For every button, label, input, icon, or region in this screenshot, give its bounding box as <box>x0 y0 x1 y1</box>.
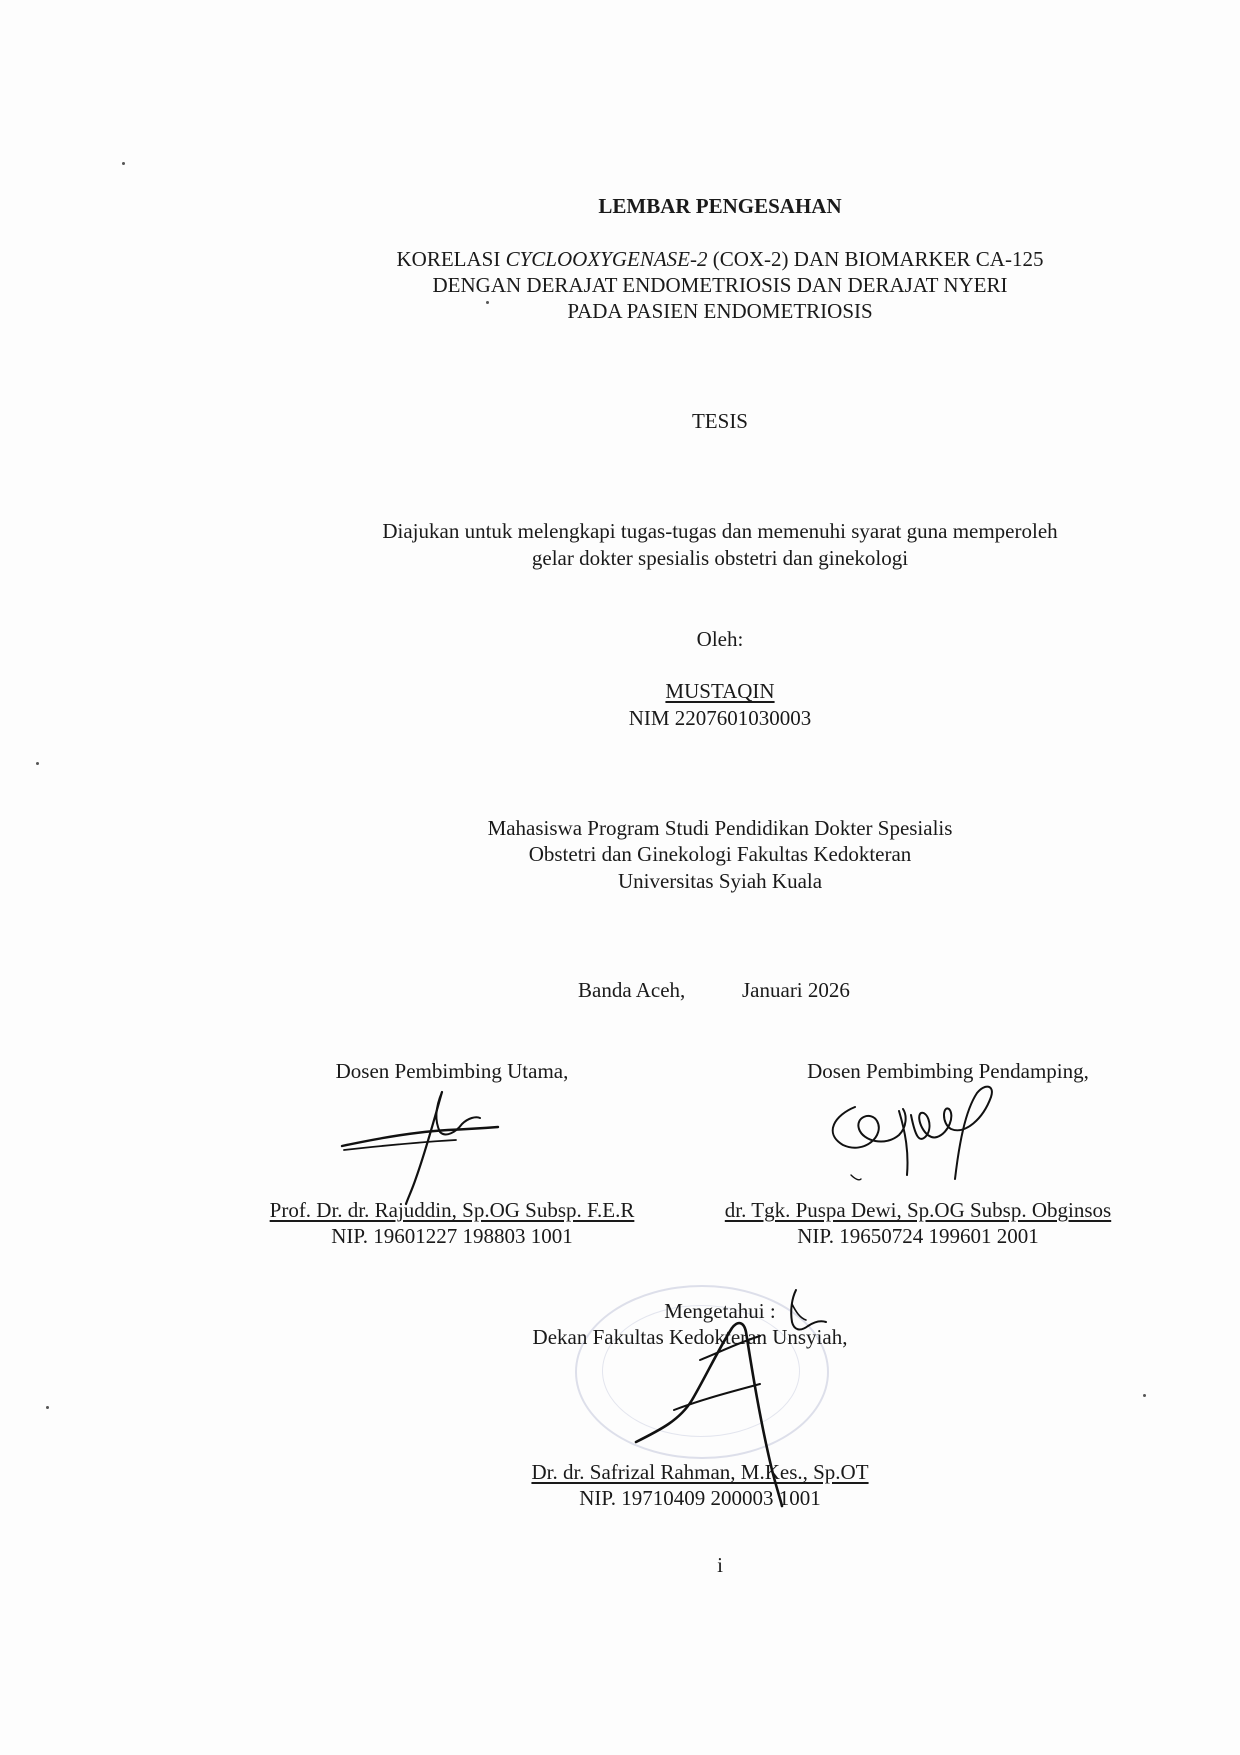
co-supervisor-nip: NIP. 19650724 199601 2001 <box>797 1224 1039 1248</box>
document-type: TESIS <box>691 409 748 433</box>
purpose-line-1: Diajukan untuk melengkapi tugas-tugas dan memenuhi syarat guna memperoleh <box>382 519 1058 543</box>
dean-signature <box>620 1280 920 1510</box>
page-number: i <box>717 1553 723 1577</box>
author-nim: NIM 2207601030003 <box>628 706 812 730</box>
co-supervisor-name: dr. Tgk. Puspa Dewi, Sp.OG Subsp. Obginsos <box>724 1198 1112 1222</box>
scan-speck <box>36 762 39 765</box>
scan-speck <box>46 1406 49 1409</box>
page-title: LEMBAR PENGESAHAN <box>598 194 842 218</box>
affiliation-line-1: Mahasiswa Program Studi Pendidikan Dokter Spesialis <box>487 816 953 840</box>
scan-speck <box>1143 1394 1146 1397</box>
purpose-line-2: gelar dokter spesialis obstetri dan ginekologi <box>531 546 909 570</box>
main-supervisor-nip: NIP. 19601227 198803 1001 <box>331 1224 573 1248</box>
thesis-title-line-3: PADA PASIEN ENDOMETRIOSIS <box>567 299 873 323</box>
date: Januari 2026 <box>742 978 850 1002</box>
co-supervisor-signature <box>815 1075 1015 1195</box>
main-supervisor-role: Dosen Pembimbing Utama, <box>335 1059 569 1083</box>
author-name: MUSTAQIN <box>665 679 775 703</box>
affiliation-line-2: Obstetri dan Ginekologi Fakultas Kedokteran <box>528 842 912 866</box>
dean-role: Dekan Fakultas Kedokteran Unsyiah, <box>532 1325 848 1349</box>
main-supervisor-name: Prof. Dr. dr. Rajuddin, Sp.OG Subsp. F.E.R <box>269 1198 635 1222</box>
thesis-title-suffix: (COX-2) DAN BIOMARKER CA-125 <box>707 247 1044 271</box>
acknowledged-label: Mengetahui : <box>664 1299 776 1323</box>
dean-name: Dr. dr. Safrizal Rahman, M.Kes., Sp.OT <box>531 1460 869 1484</box>
dean-nip: NIP. 19710409 200003 1001 <box>579 1486 821 1510</box>
thesis-title-italic: CYCLOOXYGENASE-2 <box>505 247 708 271</box>
by-label: Oleh: <box>696 627 744 651</box>
thesis-title-prefix: KORELASI <box>396 247 506 271</box>
main-supervisor-signature <box>330 1080 530 1210</box>
place: Banda Aceh, <box>578 978 686 1002</box>
thesis-title-line-2: DENGAN DERAJAT ENDOMETRIOSIS DAN DERAJAT NYERI <box>432 273 1008 297</box>
scan-speck <box>122 162 125 165</box>
co-supervisor-role: Dosen Pembimbing Pendamping, <box>807 1059 1089 1083</box>
thesis-title-line-1 <box>0 246 1240 272</box>
affiliation-line-3: Universitas Syiah Kuala <box>617 869 823 893</box>
